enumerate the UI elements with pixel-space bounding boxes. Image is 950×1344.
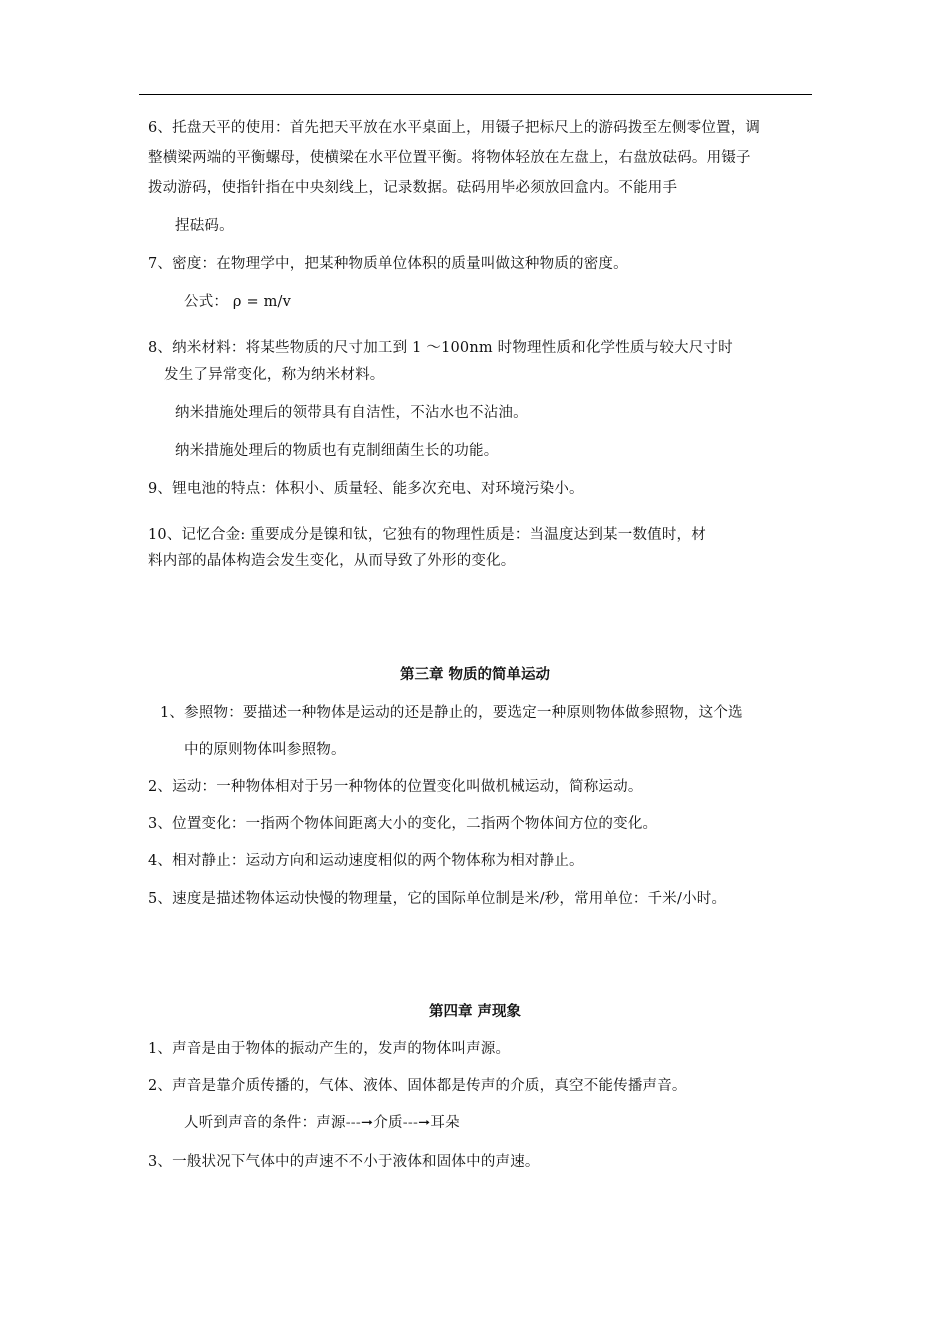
item-7-line: 7、密度：在物理学中，把某种物质单位体积的质量叫做这种物质的密度。	[148, 256, 628, 272]
chapter-3-heading: 第三章 物质的简单运动	[399, 666, 551, 683]
ch4-item-3: 3、一般状况下气体中的声速不不小于液体和固体中的声速。	[148, 1154, 540, 1170]
ch3-item-3: 3、位置变化：一指两个物体间距离大小的变化，二指两个物体间方位的变化。	[148, 816, 658, 832]
item-8-line-1: 8、纳米材料：将某些物质的尺寸加工到 1 ～100nm 时物理性质和化学性质与较大尺寸时	[148, 340, 733, 356]
arrow-right-icon: ---➞	[402, 1116, 431, 1130]
ch3-item-5: 5、速度是描述物体运动快慢的物理量，它的国际单位制是米/秒，常用单位：千米/小时。	[148, 891, 727, 907]
sound-condition-ear: 耳朵	[430, 1115, 460, 1131]
item-10-line-1: 10、记忆合金: 重要成分是镍和钛，它独有的物理性质是：当温度达到某一数值时，材	[148, 527, 706, 543]
ch3-item-1-line-1: 1、参照物：要描述一种物体是运动的还是静止的，要选定一种原则物体做参照物，这个选	[160, 705, 743, 721]
item-8-line-2: 发生了异常变化，称为纳米材料。	[164, 367, 385, 383]
item-8-note-1: 纳米措施处理后的领带具有自洁性，不沾水也不沾油。	[175, 405, 528, 421]
ch4-item-2: 2、声音是靠介质传播的，气体、液体、固体都是传声的介质，真空不能传播声音。	[148, 1078, 687, 1094]
item-6-line-2: 整横梁两端的平衡螺母，使横梁在水平位置平衡。将物体轻放在左盘上，右盘放砝码。用镊子	[148, 150, 751, 166]
chapter-4-heading: 第四章 声现象	[428, 1003, 522, 1020]
sound-condition-line	[184, 1113, 460, 1133]
sound-condition-medium: 介质	[373, 1115, 403, 1131]
item-8-note-2: 纳米措施处理后的物质也有克制细菌生长的功能。	[175, 443, 499, 459]
item-9-line: 9、锂电池的特点：体积小、质量轻、能多次充电、对环境污染小。	[148, 481, 584, 497]
ch4-item-1: 1、声音是由于物体的振动产生的，发声的物体叫声源。	[148, 1041, 511, 1057]
ch3-item-2: 2、运动：一种物体相对于另一种物体的位置变化叫做机械运动，简称运动。	[148, 779, 643, 795]
item-10-line-2: 料内部的晶体构造会发生变化，从而导致了外形的变化。	[148, 553, 516, 569]
item-6-line-3: 拨动游码，使指针指在中央刻线上，记录数据。砝码用毕必须放回盒内。不能用手	[148, 180, 678, 196]
ch3-item-1-line-2: 中的原则物体叫参照物。	[184, 742, 346, 758]
item-6-line-1: 6、托盘天平的使用：首先把天平放在水平桌面上，用镊子把标尺上的游码拨至左侧零位置，调	[148, 120, 761, 136]
density-formula: 公式： ρ = m/v	[184, 294, 292, 310]
arrow-right-icon: ---➞	[345, 1116, 374, 1130]
ch3-item-4: 4、相对静止：运动方向和运动速度相似的两个物体称为相对静止。	[148, 853, 584, 869]
header-rule	[139, 94, 812, 95]
sound-condition-label: 人听到声音的条件：声源	[184, 1115, 346, 1131]
item-6-line-4: 捏砝码。	[175, 218, 234, 234]
